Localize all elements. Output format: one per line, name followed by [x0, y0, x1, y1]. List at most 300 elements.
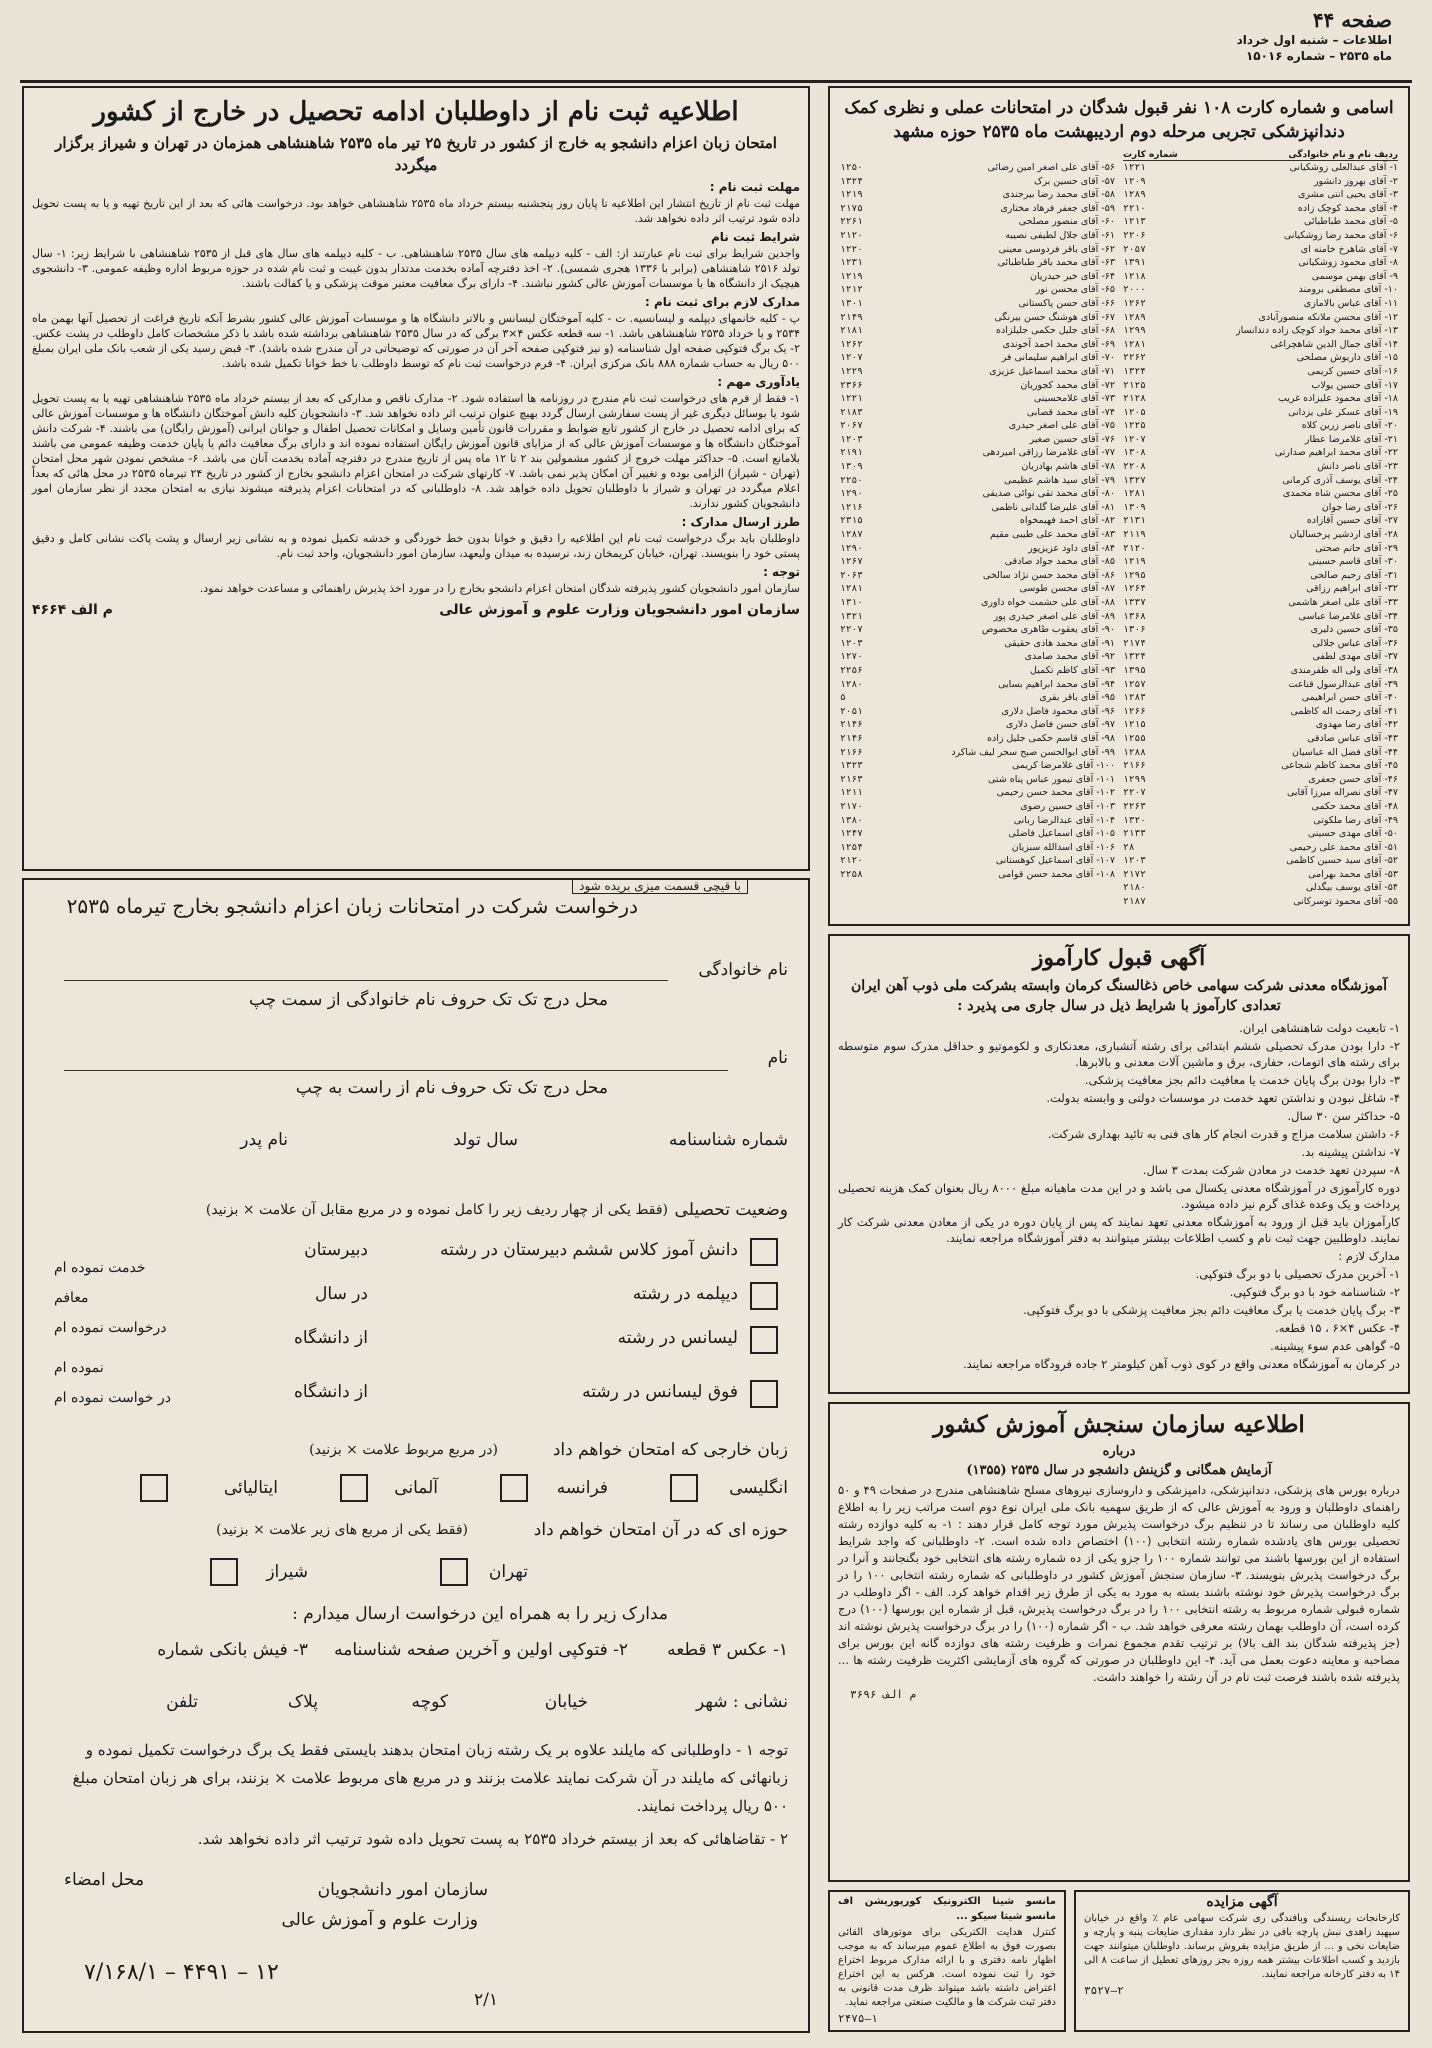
name-line[interactable] [64, 1070, 728, 1071]
roster-row [1123, 841, 1398, 855]
status-box-2[interactable] [750, 1282, 778, 1310]
roster-row [840, 637, 1115, 651]
roster-card-number: ۱۲۲۹ [840, 365, 863, 377]
city-shiraz-box[interactable] [210, 1558, 238, 1586]
roster-card-number: ۱۲۳۱ [840, 257, 863, 269]
roster-row [1123, 881, 1398, 895]
roster-name: ۳۲- آقای ابراهیم رزاقی [1306, 583, 1398, 595]
roster-card-number: ۱۳۹۱ [1123, 257, 1146, 269]
roster-row [840, 705, 1115, 719]
roster-name: ۵۵- آقای محمود توسرکانی [1293, 896, 1398, 908]
roster-row [840, 718, 1115, 732]
roster-row [840, 582, 1115, 596]
roster-row [840, 868, 1115, 882]
roster-row [840, 175, 1115, 189]
roster-list-right [1123, 161, 1398, 909]
roster-card-number: ۲۱۷۴ [1123, 637, 1146, 649]
roster-card-number: ۱۲۰۷ [840, 352, 863, 364]
roster-name: ۶۲- آقای باقر فردوسی معینی [998, 243, 1115, 255]
jobs-item: ۴- شاغل نبودن و نداشتن تعهد خدمت در موسسات دولتی و وابسته بدولت. [1046, 1091, 1400, 1105]
auction-title: آگهی مزایده [1206, 1894, 1278, 1910]
roster-card-number: ۱۳۰۹ [1123, 501, 1146, 513]
name-hint: محل درج تک تک حروف نام از راست به چپ [295, 1078, 608, 1098]
roster-name: ۴۷- آقای نصراله میرزا آقایی [1286, 787, 1398, 799]
roster-row [840, 759, 1115, 773]
roster-name: ۶- آقای محمد رضا زوشکیانی [1283, 229, 1398, 241]
roster-card-number: ۲۰۵۱ [840, 705, 863, 717]
patent-ad [828, 1890, 1066, 2032]
roster-row [1123, 379, 1398, 393]
roster-row [1123, 732, 1398, 746]
lang-french: فرانسه [556, 1478, 608, 1498]
roster-name: ۷۸- آقای هاشم بهادریان [1021, 461, 1115, 473]
jobs-item: در کرمان به آموزشگاه معدنی واقع در کوی ذوب آهن کیلومتر ۲ جاده فرودگاه مراجعه نمایند. [962, 1357, 1400, 1371]
roster-card-number: ۲۸ [1123, 841, 1135, 853]
roster-card-number: ۱۲۹۹ [1123, 773, 1146, 785]
roster-name: ۹۰- آقای یعقوب طاهری مخصوص [981, 624, 1115, 636]
roster-row [1123, 759, 1398, 773]
roster-name: ۳۴- آقای غلامرضا عباسی [1298, 610, 1398, 622]
roster-row [840, 324, 1115, 338]
roster-row [1123, 569, 1398, 583]
roster-card-number: ۱۲۵۰ [840, 162, 863, 173]
roster-name: ۴۱- آقای رحمت اله کاظمی [1290, 705, 1398, 717]
roster-card-number: ۲۲۰۷ [840, 624, 863, 636]
roster-name: ۵- آقای محمد طباطبائی [1303, 216, 1398, 228]
roster-name: ۲۱- آقای غلامرضا عطار [1304, 433, 1398, 445]
jobs-item: ۴- عکس ۴×۶ ، ۱۵ قطعه. [1275, 1321, 1400, 1335]
jobs-item: ۲- شناسنامه خود با دو برگ فتوکپی. [1229, 1285, 1400, 1299]
roster-name: ۹- آقای بهمن موسمی [1311, 270, 1398, 282]
roster-name: ۵۲- آقای سید حسین کاظمی [1286, 855, 1398, 867]
auction-ad [1074, 1890, 1410, 2032]
roster-row [840, 474, 1115, 488]
addr-city: نشانی : شهر [696, 1692, 788, 1712]
side-note-3: درخواست نموده ام [54, 1320, 167, 1336]
roster-row [1123, 351, 1398, 365]
roster-row [840, 215, 1115, 229]
roster-row [1123, 406, 1398, 420]
roster-card-number: ۱۳۲۷ [1123, 474, 1146, 486]
roster-card-number: ۱۲۸۱ [1123, 488, 1146, 500]
dental-assistant-roster [828, 86, 1410, 926]
roster-row [1123, 446, 1398, 460]
roster-card-number: ۲۱۲۰ [840, 855, 863, 867]
roster-row [840, 202, 1115, 216]
roster-card-number: ۱۲۱۹ [840, 270, 863, 282]
roster-row [1123, 188, 1398, 202]
roster-card-number: ۲۱۶۶ [1123, 760, 1146, 772]
id-label: شماره شناسنامه [668, 1130, 788, 1150]
roster-row [1123, 270, 1398, 284]
roster-card-number: ۱۳۰۱ [840, 297, 863, 309]
status-box-3[interactable] [750, 1326, 778, 1354]
roster-name: ۱۰۲- آقای محمد حسن رحیمی [996, 787, 1115, 799]
roster-row [1123, 854, 1398, 868]
roster-row [1123, 623, 1398, 637]
roster-name: ۳- آقای یحیی انتی مشری [1298, 189, 1398, 201]
roster-card-number: ۱۲۱۶ [840, 501, 863, 513]
name-label: نام [767, 1048, 788, 1068]
roster-row [840, 338, 1115, 352]
roster-row [840, 188, 1115, 202]
roster-card-number: ۱۲۵۷ [1123, 678, 1146, 690]
birth-label: سال تولد [453, 1130, 518, 1150]
status-row-1-tail: دبیرستان [304, 1240, 368, 1260]
roster-row [1123, 705, 1398, 719]
roster-row [840, 623, 1115, 637]
roster-row [1123, 555, 1398, 569]
roster-row [840, 365, 1115, 379]
roster-card-number: ۱۲۱۲ [840, 284, 863, 296]
roster-row [840, 297, 1115, 311]
form-ministry: وزارت علوم و آموزش عالی [281, 1910, 478, 1930]
roster-row [1123, 392, 1398, 406]
roster-name: ۲۶- آقای رضا جوان [1321, 501, 1398, 513]
roster-card-number: ۱۲۶۲ [840, 338, 863, 350]
roster-row [840, 732, 1115, 746]
jobs-lead: آموزشگاه معدنی شرکت سهامی خاص ذغالسنگ کرمان وابسته بشرکت ملی ذوب آهن ایران تعدادی کارآموز با شرایط ذیل در سال جاری می پذیرد : [850, 978, 1388, 1014]
roster-row [840, 786, 1115, 800]
status-row-3-tail: از دانشگاه [293, 1328, 368, 1348]
roster-card-number: ۱۲۰۳ [840, 637, 863, 649]
roster-card-number: ۱۲۸۳ [1123, 692, 1146, 704]
lang-italian-box[interactable] [140, 1474, 168, 1502]
roster-name: ۶۴- آقای خیر حیدریان [1029, 270, 1115, 282]
jobs-item: ۸- سپردن تعهد خدمت در معادن شرکت بمدت ۳ سال. [1142, 1163, 1400, 1177]
roster-card-number: ۱۲۶۶ [1123, 705, 1146, 717]
roster-name: ۹۳- آقای کاظم تکمیل [1030, 664, 1115, 676]
roster-card-number: ۱۳۲۳ [840, 760, 863, 772]
roster-name: ۶۹- آقای محمد احمد آخوندی [1002, 338, 1115, 350]
roster-name: ۶۸- آقای جلیل حکمی جلیلزاده [996, 325, 1115, 337]
roster-card-number: ۱۲۸۱ [1123, 338, 1146, 350]
roster-name: ۸۰- آقای محمد تقی نوائی صدیقی [982, 488, 1115, 500]
roster-name: ۶۰- آقای منصور مصلحی [1018, 216, 1115, 228]
roster-card-number: ۱۲۱۱ [840, 787, 863, 799]
roster-card-number: ۱۳۲۴ [1123, 365, 1146, 377]
roster-name: ۲۹- آقای حاتم صحتی [1315, 542, 1398, 554]
roster-name: ۱۳- آقای محمد جواد کوچک زاده دندانساز [1236, 325, 1398, 337]
roster-row [840, 569, 1115, 583]
roster-card-number: ۱۲۹۵ [1123, 569, 1146, 581]
roster-title: اسامی و شماره کارت ۱۰۸ نفر قبول شدگان در امتحانات عملی و نظری کمک دندانپزشکی تجربی مرحله دوم اردیبهشت ماه ۲۵۳۵ حوزه مشهد [844, 98, 1394, 142]
roster-name: ۲۰- آقای ناصر زرین کلاه [1301, 420, 1398, 432]
status-box-1[interactable] [750, 1238, 778, 1266]
roster-name: ۱۰۶- آقای اسدالله سبزیان [1011, 841, 1115, 853]
surname-hint: محل درج تک تک حروف نام خانوادگی از سمت چپ [248, 990, 608, 1010]
roster-card-number: ۱۲۰۵ [1123, 406, 1146, 418]
roster-card-number: ۱۲۸۸ [1123, 746, 1146, 758]
roster-name: ۴۵- آقای محمد کاظم شجاعی [1281, 760, 1398, 772]
roster-row [840, 379, 1115, 393]
roster-row [1123, 229, 1398, 243]
sign-label: محل امضاء [64, 1870, 145, 1890]
roster-card-number: ۲۱۲۸ [1123, 393, 1146, 405]
roster-row [840, 514, 1115, 528]
roster-name: ۸۴- آقای داود عزیزپور [1028, 542, 1115, 554]
roster-row [840, 650, 1115, 664]
roster-row [1123, 487, 1398, 501]
roster-name: ۱۰۷- آقای اسماعیل کوهستانی [995, 855, 1115, 867]
announcement-code: م الف ۴۶۶۴ [32, 602, 113, 618]
surname-label: نام خانوادگی [698, 960, 788, 980]
roster-card-number: ۲۰۶۷ [840, 420, 863, 432]
roster-name: ۱۰۸- آقای محمد حسن قوامی [998, 868, 1115, 880]
roster-row [1123, 256, 1398, 270]
lang-german: آلمانی [394, 1478, 438, 1498]
lang-english-box[interactable] [670, 1474, 698, 1502]
roster-card-number: ۱۳۸۰ [840, 814, 863, 826]
roster-card-number: ۲۱۷۲ [1123, 868, 1146, 880]
roster-card-number: ۱۳۳۷ [1123, 597, 1146, 608]
announcement-signature: سازمان امور دانشجویان وزارت علوم و آموزش عالی [439, 602, 800, 618]
auction-text: کارخانجات ریسندگی وبافندگی ری شرکت سهامی عام ٪ واقع در خیابان سپهبد زاهدی نبش پارچه بافی در نظر دارد مقداری ضایعات پنبه و پارچه و ضایعات نخی و ... از طریق مزایده بفروش برساند. داوطلبان میتوانند جهت بازدید و کسب اطلاعات بیشتر همه روزه بجز روزهای تعطیل از ساعت ۸ الی ۱۴ به دفتر کارخانه مراجعه نمایند. [1084, 1913, 1401, 1980]
roster-card-number: ۱۲۸۷ [840, 529, 863, 541]
roster-row [1123, 202, 1398, 216]
roster-name: ۱۰۴- آقای عبدالرضا ربانی [1013, 814, 1115, 826]
roster-row [840, 746, 1115, 760]
addr-plate: پلاک [287, 1692, 318, 1712]
roster-row [840, 406, 1115, 420]
roster-name: ۱۰۳- آقای حسین رضوی [1020, 800, 1115, 812]
city-note: (فقط یکی از مربع های زیر علامت × بزنید) [216, 1522, 468, 1538]
roster-row [1123, 243, 1398, 257]
roster-row [1123, 433, 1398, 447]
roster-card-number: ۱۲۹۹ [1123, 325, 1146, 337]
roster-row [840, 827, 1115, 841]
announcement-section-text: ۱- فقط از فرم های درخواست ثبت نام مندرج در روزنامه ها استفاده شود. ۲- مدارک ناقص و مدارکی که بعد از بیستم خرداد ماه ۲۵۳۵ شاهنشاهی تهیه یا به پست تحویل شود یا بوسائل دیگری غیر از پست سفارشی ارسال گردد بهیچ عنوان ترتیب اثر داده نخواهد شد. ۳- دانشجویان کلیه دانش آموختگان دانشگاه ها و موسسات آموزش عالی که برای ادامه تحصیل در خارج از کشور تابع ضوابط و مقررات قانون تأمین وسایل و امکانات تحصیل اطفال و جوانان ایرانی (آموزش رایگان) می باشند. ۴- شرکت دانش آموختگان دانشگاه ها و موسسات آموزش عالی که از مزایای قانون آموزش رایگان استفاده نموده اند و دارای برگ معافیت دائم یا پایان خدمت وظیفه عمومی می باشند بلامانع است. ۵- حداکثر مهلت خروج از کشور مشمولین بند ۲ تا ۱۲ ماه پس از تاریخ مندرج در دفترچه آماده بخدمت آنان می باشد. ۶- مشخص نمودن شهر محل امتحان (تهران - شیراز) الزامی بوده و تغییر آن امکان پذیر نمی باشد. ۷- کارتهای شرکت در امتحان اعزام دانشجو بخارج از کشور در تاریخ ۲۴ تیرماه ۲۵۳۵ در محل هائی که بعداً اعلام میگردد در تهران و شیراز با داوطلبان تحویل داده خواهد شد. ۸- داوطلبانی که در امتحانات اعزام پذیرفته میشوند نیازی به امتحان مجدد از نظر سازمان امور دانشجویان کشور ندارند. [32, 392, 800, 510]
roster-card-number: ۲۲۰۷ [1123, 787, 1146, 799]
roster-row [1123, 324, 1398, 338]
roster-row [840, 596, 1115, 610]
roster-name: ۶۵- آقای محسن نور [1035, 284, 1115, 296]
jobs-item: مدارک لازم : [1338, 1249, 1400, 1263]
roster-row [1123, 895, 1398, 909]
roster-row [1123, 542, 1398, 556]
doc-2: ۲- فتوکپی اولین و آخرین صفحه شناسنامه [334, 1640, 628, 1660]
roster-row [1123, 678, 1398, 692]
roster-row [1123, 215, 1398, 229]
roster-card-number: ۱۲۱۸ [1123, 270, 1146, 282]
status-row-3: لیسانس در رشته [617, 1328, 738, 1348]
roster-row [1123, 773, 1398, 787]
roster-card-number: ۲۱۳۱ [1123, 515, 1146, 527]
roster-card-number: ۱۲۶۷ [840, 556, 863, 568]
header-date: اطلاعات – شنبه اول خرداد [1236, 33, 1392, 47]
lang-french-box[interactable] [500, 1474, 528, 1502]
roster-name: ۶۱- آقای جلال لطیفی نصیبه [1005, 229, 1115, 241]
roster-name: ۸۷- آقای محسن طوسی [1019, 583, 1115, 595]
roster-name: ۲۷- آقای حسین آقازاده [1306, 515, 1398, 527]
roster-card-number: ۲۱۴۶ [840, 719, 863, 731]
roster-row [840, 433, 1115, 447]
roster-card-number: ۱۳۲۴ [1123, 651, 1146, 663]
status-label: وضعیت تحصیلی [674, 1200, 788, 1220]
roster-card-number: ۲۱۷۰ [840, 800, 863, 812]
roster-card-number: ۱۲۲۱ [840, 393, 863, 405]
roster-card-number: ۲۱۴۶ [840, 732, 863, 744]
roster-row [840, 311, 1115, 325]
roster-name: ۳۱- آقای رحیم صالحی [1310, 569, 1398, 581]
roster-card-number: ۲۱۶۳ [840, 773, 863, 785]
roster-card-number: ۲۱۹۱ [840, 447, 863, 459]
jobs-item: ۵- حداکثر سن ۳۰ سال. [1287, 1109, 1400, 1123]
roster-row [1123, 610, 1398, 624]
announcement-sections [24, 180, 808, 596]
roster-name: ۵۴- آقای یوسف بیگدلی [1305, 882, 1398, 894]
roster-name: ۶۷- آقای هوشنگ حسن بیرنگی [994, 311, 1115, 323]
roster-card-number: ۲۲۵۰ [840, 474, 863, 486]
roster-name: ۳۳- آقای علی اصغر هاشمی [1288, 597, 1398, 608]
roster-col-left [836, 150, 1119, 909]
roster-card-number: ۲۲۰۶ [1123, 229, 1146, 241]
form-note-2: ۲ - تقاضاهائی که بعد از بیستم خرداد ۲۵۳۵ به پست تحویل داده شود ترتیب اثر داده نخواهد شد. [197, 1830, 788, 1848]
roster-name: ۱۱- آقای عباس بالامازی [1303, 297, 1398, 309]
announcement-section-text: داوطلبان باید برگ درخواست ثبت نام این اطلاعیه را دقیق و خوانا بدون خط خوردگی و خدشه تکمیل نموده و به نشانی زیر ارسال و پشت پاکت نشانی کامل و دقیق پستی خود را بنویسند. تهران، خیابان کریمخان زند، نرسیده به میدان ولیعهد، سازمان امور دانشجویان، واحد ثبت نام. [32, 532, 800, 560]
exam-text: درباره بورس های پزشکی، دندانپزشکی، دامپزشکی و داروسازی نیروهای مسلح شاهنشاهی مندرج در صفحات ۴۹ و ۵۰ راهنمای داوطلبان و ورود به آموزش عالی که از طریق سهمیه بانک ملی ایران نوع دوم است مراتب زیر را به اطلاع کلیه داوطلبان می رساند تا در تنظیم برگ درخواست پذیرش مورد توجه کامل قرار دهند : ۱- به کلیه دوازده رشته تحصیلی بورس های یادشده شماره رشته انتخابی (۱۰۰) اختصاص داده شده است. ۲- داوطلبانی که واجد شرایط استفاده از این بورسها باشند می توانند شماره ۱۰۰ را جزو یکی از ده شماره رشته های انتخابی خود بگنجانند و آنرا در برگ درخواست پذیرش بنویسند. ۳- سازمان سنجش آموزش کشور در داوطلبانی که شماره رشته انتخابی ۱۰۰ را در برگ درخواست پذیرش خود نوشته باشند بسته به مورد به یکی از طرق زیر اقدام خواهد کرد. الف - اگر داوطلب در شماره قبولی شماره مربوط به رشته انتخابی ۱۰۰ را در برگ درخواست پذیرش، قبل از شماره این بورسها (۱۰۰) درج کرده است، آن داوطلب بهمان رشته معرفی خواهد شد. ب - اگر شماره (۱۰۰) را در برگ درخواست پذیرش نوشته اند (جز پذیرفته شدگان بند الف بالا) بر ترتیب تقدم مجموع نمرات و ظرفیت رشته های دوازده گانه این بورس برای مصاحبه و معاینه دعوت بعمل می آید. ۴- این داوطلبان در صورتی که گروه های آزمایشی اکثریت ظرفیت رشته ها ... پذیرفته شده باشند فرصت ثبت نام در آن رشته را خواهند داشت. [838, 1483, 1400, 1684]
roster-name: ۵۱- آقای محمد علی رحیمی [1289, 841, 1398, 853]
roster-row [1123, 365, 1398, 379]
roster-name: ۴۸- آقای محمد حکمی [1311, 800, 1398, 812]
side-note-4: نموده ام [54, 1360, 104, 1376]
roster-row [1123, 814, 1398, 828]
roster-name: ۱۸- آقای محمود علیزاده غریب [1277, 393, 1398, 405]
roster-card-number: ۱۳۹۵ [1123, 664, 1146, 676]
roster-card-number: ۲۱۴۹ [840, 311, 863, 323]
roster-card-number: ۱۲۵۴ [840, 841, 863, 853]
roster-row [1123, 283, 1398, 297]
announcement-section-text: سازمان امور دانشجویان کشور پذیرفته شدگان امتحان اعزام دانشجو بخارج را در مورد اخذ پذیرش راهنمائی و مساعدت خواهد نمود. [199, 582, 800, 595]
roster-card-number: ۱۲۰۳ [840, 433, 863, 445]
roster-name: ۶۳- آقای محمد باقر طباطبائی [997, 257, 1115, 269]
status-box-4[interactable] [750, 1380, 778, 1408]
jobs-item: کارآموزان باید قبل از ورود به آموزشگاه معدنی تعهد نمایند که پس از پایان دوره در یکی از معادن معدنی شرکت کار نمایند. داوطلبین جهت ثبت نام و کسب اطلاعات بیشتر میتوانند به دفتر آموزشگاه مراجعه نمایند. [838, 1215, 1400, 1245]
roster-card-number: ۲۲۵۶ [840, 664, 863, 676]
roster-name: ۳۰- آقای قاسم حسینی [1308, 556, 1398, 568]
roster-row [840, 256, 1115, 270]
roster-row [1123, 297, 1398, 311]
jobs-item: ۷- نداشتن پیشینه بد. [1301, 1145, 1400, 1159]
roster-name: ۹۸- آقای قاسم حکمی جلیل زاده [986, 732, 1115, 744]
city-tehran: تهران [488, 1562, 528, 1582]
roster-name: ۴- آقای محمد کوچک زاده [1297, 202, 1398, 214]
roster-card-number: ۲۱۲۰ [1123, 542, 1146, 554]
roster-card-number: ۱۲۲۰ [840, 243, 863, 255]
roster-name: ۶۶- آقای حسن پاکستانی [1018, 297, 1115, 309]
roster-name: ۴۴- آقای فضل اله عباسیان [1292, 746, 1398, 758]
roster-row [1123, 338, 1398, 352]
lang-german-box[interactable] [340, 1474, 368, 1502]
exam-pre: درباره [1102, 1444, 1136, 1459]
roster-name: ۵۷- آقای حسین برک [1033, 175, 1115, 187]
jobs-items [830, 1020, 1408, 1372]
roster-list-left [840, 161, 1115, 881]
roster-card-number: ۱۲۱۵ [1123, 719, 1146, 731]
form-cut-label: با قیچی قسمت میزی بریده شود [572, 878, 748, 894]
roster-name: ۳۶- آقای عباس جلالی [1312, 637, 1398, 649]
roster-name: ۸۹- آقای علی اصغر حیدری پور [993, 610, 1115, 622]
roster-name: ۴۳- آقای عباس صادقی [1307, 732, 1398, 744]
roster-card-number: ۱۲۸۹ [1123, 311, 1146, 323]
lang-english: انگلیسی [729, 1478, 788, 1498]
roster-row [1123, 161, 1398, 175]
roster-name: ۳۵- آقای حسین دلیری [1310, 624, 1398, 636]
roster-name: ۵۳- آقای محمد بهرامی [1308, 868, 1398, 880]
form-title: درخواست شرکت در امتحانات زبان اعزام دانشجو بخارج تیرماه ۲۵۳۵ [66, 894, 638, 918]
form-codes: ۷/۱۶۸/۱ – ۴۴۹۱ – ۱۲ [84, 1960, 279, 1985]
abroad-study-announcement [22, 86, 810, 871]
addr-street: خیابان [544, 1692, 588, 1712]
roster-card-number: ۲۱۸۱ [840, 325, 863, 337]
roster-row [1123, 582, 1398, 596]
jobs-item: ۱- تابعیت دولت شاهنشاهی ایران. [1239, 1021, 1400, 1035]
roster-row [840, 800, 1115, 814]
roster-card-number: ۱۲۶۲ [1123, 297, 1146, 309]
roster-row [1123, 664, 1398, 678]
roster-row [1123, 800, 1398, 814]
roster-name: ۸۲- آقای احمد فهیمخواه [1019, 515, 1115, 527]
roster-name: ۱۴- آقای جمال الدین شاهچراغی [1270, 338, 1398, 350]
roster-card-number: ۲۰۵۷ [1123, 243, 1146, 255]
roster-name: ۱۹- آقای عسکر علی یزدانی [1288, 406, 1398, 418]
roster-row [840, 351, 1115, 365]
roster-card-number: ۱۳۲۰ [1123, 814, 1146, 826]
roster-card-number: ۱۲۸۹ [1123, 189, 1146, 201]
roster-row [840, 243, 1115, 257]
roster-name: ۵۹- آقای جعفر فرهاد مختاری [1000, 202, 1115, 214]
roster-name: ۷۶- آقای حسین صغیر [1029, 433, 1115, 445]
roster-card-number: ۵ [840, 692, 846, 704]
surname-line[interactable] [64, 980, 668, 981]
roster-row [840, 841, 1115, 855]
roster-name: ۳۸- آقای ولی اله ظفرمندی [1290, 664, 1398, 676]
form-note-1: توجه ۱ - داوطلبانی که مایلند علاوه بر یک رشته زبان امتحان بدهند بایستی فقط یک برگ درخواست تکمیل نموده و زبانهائی که مایلند در آن شرکت نمایند علامت بزنند و در مربع های مربوط علامت × بزنند، برای هر زبان امتحان مبلغ ۵۰۰ ریال پرداخت نمایند. [72, 1741, 788, 1815]
roster-row [1123, 827, 1398, 841]
addr-phone: تلفن [166, 1692, 198, 1712]
roster-card-number: ۲۱۲۰ [840, 229, 863, 241]
roster-card-number: ۱۳۲۴ [840, 175, 863, 187]
side-note-2: معافم [54, 1290, 89, 1306]
announcement-section-text: واجدین شرایط برای ثبت نام عبارتند از: الف - کلیه دیپلمه های سال ۲۵۳۵ شاهنشاهی. ب - کلیه دیپلمه های سال های قبل از ۲۵۳۵ شاهنشاهی با شرایط زیر: ۱- سال تولد ۲۵۱۶ شاهنشاهی (برابر با ۱۳۳۶ هجری شمسی). ۲- اخذ دفترچه آماده بخدمت مدتدار بدون غیبت و ثبت نام شده در حوزه مربوط اداره وظیفه عمومی. ۳- دانشجوی هیچیک از دانشگاه ها یا موسسات آموزش عالی کشور نباشند. ۴- دارای برگ معافیت معتبر موقت پزشکی و یا کفالت باشند. [32, 247, 801, 290]
roster-row [1123, 175, 1398, 189]
roster-name: ۷۷- آقای غلامرضا رزاقی امیردهی [982, 447, 1115, 459]
roster-name: ۲۳- آقای ناصر دانش [1317, 461, 1398, 473]
roster-card-number: ۱۲۲۱ [1123, 162, 1146, 173]
roster-row [1123, 311, 1398, 325]
roster-name: ۸۱- آقای علیرضا گلدانی ناظمی [991, 501, 1115, 513]
roster-name: ۱۲- آقای محسن ملانکه منصورآبادی [1258, 311, 1398, 323]
roster-row [1123, 650, 1398, 664]
announcement-section-heading: توجه : [763, 565, 800, 579]
status-row-4-tail: از دانشگاه [293, 1382, 368, 1402]
roster-name: ۵۶- آقای علی اصغر امین رضائی [987, 162, 1115, 173]
roster-name: ۲۲- آقای محمد ابراهیم صدارتی [1274, 447, 1398, 459]
jobs-item: ۲- دارا بودن مدرک تحصیلی ششم ابتدائی برای رشته آتشباری، معدنکاری و لکوموتیو و حداقل مدرک سوم متوسطه برای رشته های اتومات، حفاری، برق و ماشین آلات معدنی و بالابرها. [838, 1039, 1400, 1069]
roster-card-number: ۲۲۵۸ [840, 868, 863, 880]
side-note-1: خدمت نموده ام [54, 1260, 146, 1276]
roster-name: ۴۹- آقای رضا ملکوتی [1313, 814, 1398, 826]
city-tehran-box[interactable] [440, 1558, 468, 1586]
lang-italian: ایتالیائی [223, 1478, 278, 1498]
roster-name: ۷۰- آقای ابراهیم سلیمانی فر [1001, 352, 1115, 364]
jobs-item: ۵- گواهی عدم سوء پیشینه. [1270, 1339, 1400, 1353]
roster-card-number: ۲۲۰۸ [1123, 461, 1146, 473]
roster-card-number: ۲۱۲۵ [1123, 379, 1146, 391]
status-row-2-tail: در سال [315, 1284, 368, 1304]
roster-row [840, 501, 1115, 515]
header-rule [20, 80, 1412, 83]
